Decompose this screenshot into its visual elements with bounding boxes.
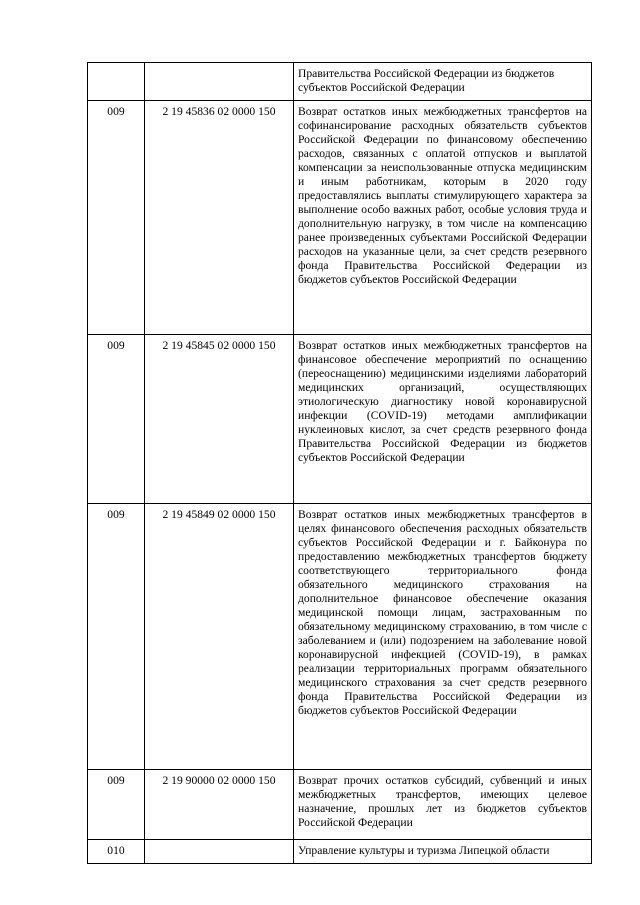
revenue-name-cell: Возврат остатков иных межбюджетных трансфертов в целях финансового обеспечения расходных обязательств субъектов Российской Федерации и г. Байконура по предоставлению межбюджетных трансфертов бюджету соответствующего территориального фонда обязательного медицинского страхования на дополнительное финансовое обеспечение оказания медицинской помощи лицам, застрахованным по обязательному медицинскому страхованию, в том числе с заболеванием и (или) подозрением на заболевание новой коронавирусной инфекцией (COVID-19), в рамках реализации территориальных программ обязательного медицинского страхования за счет средств резервного фонда Правительства Российской Федерации из бюджетов субъектов Российской Федерации [294,504,592,770]
admin-code-cell: 009 [88,335,145,504]
kbk-code-cell: 2 19 45836 02 0000 150 [145,101,294,335]
kbk-code-cell [145,840,294,864]
budget-codes-table [87,62,592,864]
table-row [88,840,592,864]
table-row [88,101,592,335]
table-row [88,770,592,840]
revenue-name-cell: Правительства Российской Федерации из бюджетов субъектов Российской Федерации [294,63,592,101]
table-row [88,335,592,504]
revenue-name-cell: Управление культуры и туризма Липецкой области [294,840,592,864]
admin-code-cell: 009 [88,770,145,840]
kbk-code-cell [145,63,294,101]
table-row [88,504,592,770]
revenue-name-cell: Возврат прочих остатков субсидий, субвенций и иных межбюджетных трансфертов, имеющих целевое назначение, прошлых лет из бюджетов субъектов Российской Федерации [294,770,592,840]
kbk-code-cell: 2 19 45845 02 0000 150 [145,335,294,504]
admin-code-cell: 010 [88,840,145,864]
revenue-name-cell: Возврат остатков иных межбюджетных трансфертов на финансовое обеспечение мероприятий по оснащению (переоснащению) медицинскими изделиями лабораторий медицинских организаций, осуществляющих этиологическую диагностику новой коронавирусной инфекции (COVID-19) методами амплификации нуклеиновых кислот, за счет средств резервного фонда Правительства Российской Федерации из бюджетов субъектов Российской Федерации [294,335,592,504]
table-row [88,63,592,101]
admin-code-cell [88,63,145,101]
admin-code-cell: 009 [88,504,145,770]
revenue-name-cell: Возврат остатков иных межбюджетных трансфертов на софинансирование расходных обязательств субъектов Российской Федерации по финансовому обеспечению расходов, связанных с оплатой отпусков и выплатой компенсации за неиспользованные отпуска медицинским и иным работникам, которым в 2020 году предоставлялись выплаты стимулирующего характера за выполнение особо важных работ, особые условия труда и дополнительную нагрузку, в том числе на компенсацию ранее произведенных субъектами Российской Федерации расходов на указанные цели, за счет средств резервного фонда Правительства Российской Федерации из бюджетов субъектов Российской Федерации [294,101,592,335]
kbk-code-cell: 2 19 45849 02 0000 150 [145,504,294,770]
admin-code-cell: 009 [88,101,145,335]
kbk-code-cell: 2 19 90000 02 0000 150 [145,770,294,840]
